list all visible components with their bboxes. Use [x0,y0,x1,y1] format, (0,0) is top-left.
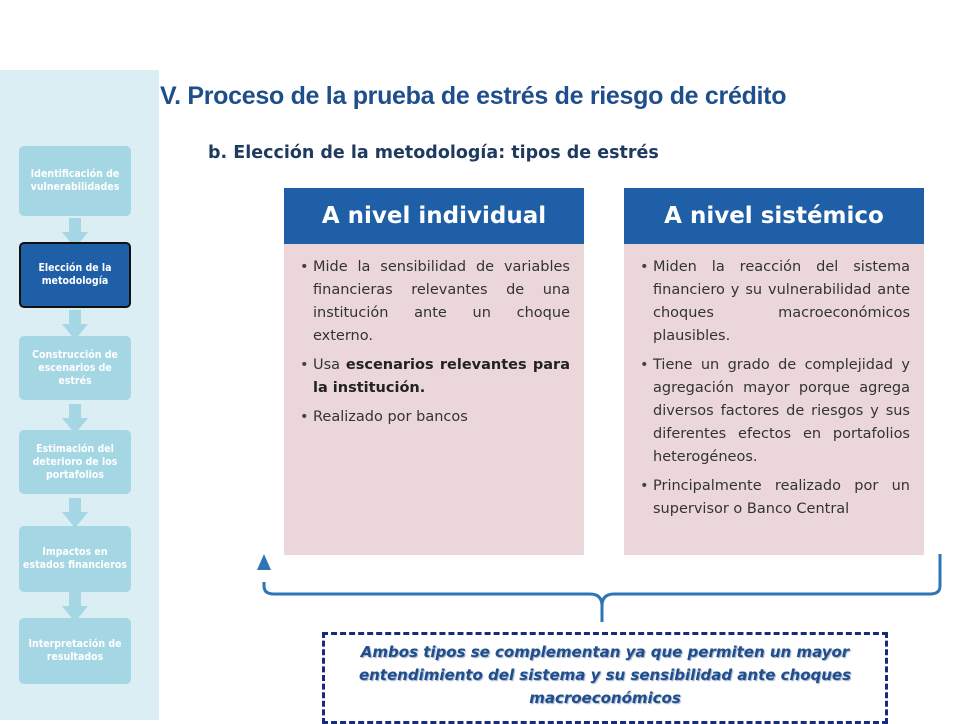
sistemico-bullet-list [640,256,910,521]
individual-bullet-2-prefix: Usa [313,357,346,373]
sistemico-body [624,242,924,555]
individual-bullet-list [300,256,570,429]
process-sidebar [0,70,159,720]
brace-connector-icon [250,550,950,630]
sistemico-header: A nivel sistémico [624,188,924,244]
step-impactos[interactable]: Impactos en estados financieros [19,526,131,592]
individual-bullet-2 [313,354,570,400]
step-estimacion[interactable]: Estimación del deterioro de los portafolios [19,430,131,494]
individual-bullet-3: • Realizado por bancos [313,406,570,429]
sistemico-bullet-3: • Principalmente realizado por un supervisor o Banco Central [653,475,910,521]
summary-note-box [322,632,888,724]
page-title: V. Proceso de la prueba de estrés de riesgo de crédito [160,82,787,110]
individual-bullet-1: • Mide la sensibilidad de variables financieras relevantes de una institución ante un choque externo. [313,256,570,348]
sistemico-bullet-1: • Miden la reacción del sistema financiero y su vulnerabilidad ante choques macroeconómicos plausibles. [653,256,910,348]
step-interpretacion[interactable]: Interpretación de resultados [19,618,131,684]
individual-bullet-2-bold: escenarios relevantes para la institución. [313,357,570,396]
step-eleccion[interactable]: Elección de la metodología [19,242,131,308]
sistemico-bullet-2: • Tiene un grado de complejidad y agregación mayor porque agrega diversos factores de riesgos y sus diferentes efectos en portafolios heterogéneos. [653,354,910,469]
step-arrow-icon [62,498,88,528]
summary-note-text: Ambos tipos se complementan ya que permiten un mayor entendimiento del sistema y su sensibilidad ante choques macroeconómicos [358,643,852,707]
individual-body [284,242,584,555]
page-subtitle: b. Elección de la metodología: tipos de estrés [208,143,659,163]
step-identificacion[interactable]: Identificación de vulnerabilidades [19,146,131,216]
step-construccion[interactable]: Construcción de escenarios de estrés [19,336,131,400]
individual-header: A nivel individual [284,188,584,244]
